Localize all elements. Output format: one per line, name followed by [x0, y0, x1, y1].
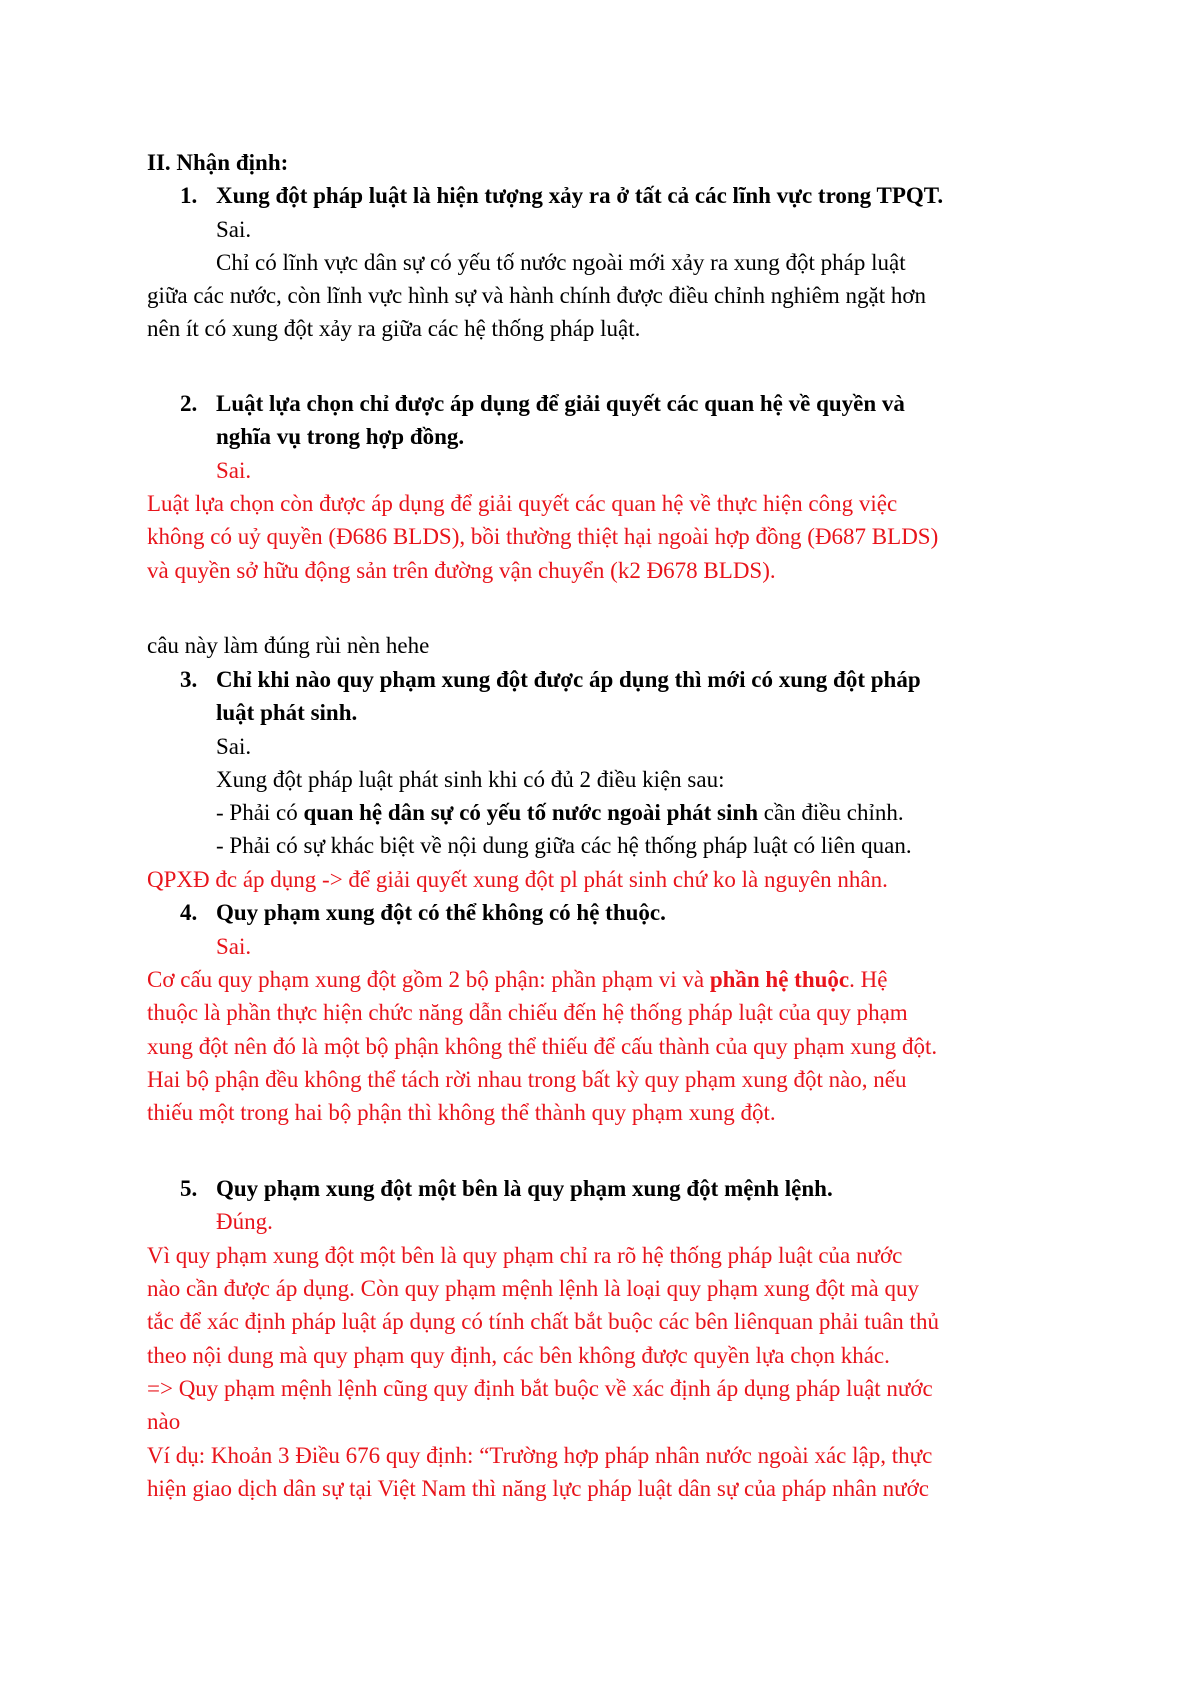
question-number: 4.	[180, 900, 198, 925]
question-number: 3.	[180, 667, 198, 692]
explain-3-intro: Xung đột pháp luật phát sinh khi có đủ 2 điều kiện sau:	[216, 767, 725, 792]
answer-4: Sai.	[216, 934, 252, 959]
answer-5: Đúng.	[216, 1209, 273, 1234]
answer-3: Sai.	[216, 734, 252, 759]
explain-1-line: giữa các nước, còn lĩnh vực hình sự và hành chính được điều chỉnh nghiêm ngặt hơn	[147, 283, 927, 308]
question-text: Luật lựa chọn chỉ được áp dụng để giải quyết các quan hệ về quyền và	[216, 391, 905, 416]
note-line: câu này làm đúng rùi nèn hehe	[147, 633, 430, 658]
explain-3-red-note: QPXĐ đc áp dụng -> để giải quyết xung đột pl phát sinh chứ ko là nguyên nhân.	[147, 867, 888, 892]
question-text: Quy phạm xung đột một bên là quy phạm xung đột mệnh lệnh.	[216, 1176, 833, 1201]
question-1	[180, 180, 943, 212]
section-heading: II. Nhận định:	[147, 150, 289, 175]
explain-5-line: theo nội dung mà quy phạm quy định, các bên không được quyền lựa chọn khác.	[147, 1343, 890, 1368]
condition-bold: quan hệ dân sự có yếu tố nước ngoài phát sinh	[303, 800, 758, 825]
explain-4-line: thiếu một trong hai bộ phận thì không thể thành quy phạm xung đột.	[147, 1100, 776, 1125]
explain-1-line: Chỉ có lĩnh vực dân sự có yếu tố nước ngoài mới xảy ra xung đột pháp luật	[216, 250, 906, 275]
question-3-cont: luật phát sinh.	[216, 700, 358, 725]
question-text: Chỉ khi nào quy phạm xung đột được áp dụng thì mới có xung đột pháp	[216, 667, 921, 692]
explain-3-condition-2: - Phải có sự khác biệt về nội dung giữa các hệ thống pháp luật có liên quan.	[216, 833, 912, 858]
question-2	[180, 388, 905, 420]
explain-bold: phần hệ thuộc	[709, 967, 850, 992]
question-number: 5.	[180, 1176, 198, 1201]
explain-2-line: và quyền sở hữu động sản trên đường vận chuyển (k2 Đ678 BLDS).	[147, 558, 776, 583]
explain-5-line: tắc để xác định pháp luật áp dụng có tính chất bắt buộc các bên liênquan phải tuân thủ	[147, 1309, 939, 1334]
answer-1: Sai.	[216, 217, 252, 242]
explain-prefix: Cơ cấu quy phạm xung đột gồm 2 bộ phận: phần phạm vi và	[147, 967, 710, 992]
question-text: Xung đột pháp luật là hiện tượng xảy ra ở tất cả các lĩnh vực trong TPQT.	[216, 183, 944, 208]
question-number: 1.	[180, 183, 198, 208]
condition-suffix: cần điều chỉnh.	[757, 800, 904, 825]
answer-2: Sai.	[216, 458, 252, 483]
question-text: Quy phạm xung đột có thể không có hệ thuộc.	[216, 900, 666, 925]
explain-4-line: Hai bộ phận đều không thể tách rời nhau trong bất kỳ quy phạm xung đột nào, nếu	[147, 1067, 907, 1092]
question-4	[180, 897, 666, 929]
explain-3-condition-1	[216, 797, 904, 829]
question-2-cont: nghĩa vụ trong hợp đồng.	[216, 424, 465, 449]
explain-4-line: xung đột nên đó là một bộ phận không thể thiếu để cấu thành của quy phạm xung đột.	[147, 1034, 938, 1059]
condition-prefix: - Phải có	[216, 800, 304, 825]
explain-5-line: nào	[147, 1409, 181, 1434]
explain-5-line: Ví dụ: Khoản 3 Điều 676 quy định: “Trường hợp pháp nhân nước ngoài xác lập, thực	[147, 1443, 933, 1468]
explain-2-line: Luật lựa chọn còn được áp dụng để giải quyết các quan hệ về thực hiện công việc	[147, 491, 898, 516]
explain-suffix: . Hệ	[849, 967, 888, 992]
explain-1-line: nên ít có xung đột xảy ra giữa các hệ thống pháp luật.	[147, 316, 641, 341]
explain-5-line: => Quy phạm mệnh lệnh cũng quy định bắt buộc về xác định áp dụng pháp luật nước	[147, 1376, 933, 1401]
question-5	[180, 1173, 833, 1205]
explain-5-line: Vì quy phạm xung đột một bên là quy phạm chỉ ra rõ hệ thống pháp luật của nước	[147, 1243, 903, 1268]
question-3	[180, 664, 921, 696]
explain-5-line: nào cần được áp dụng. Còn quy phạm mệnh lệnh là loại quy phạm xung đột mà quy	[147, 1276, 919, 1301]
question-number: 2.	[180, 391, 198, 416]
explain-5-line: hiện giao dịch dân sự tại Việt Nam thì năng lực pháp luật dân sự của pháp nhân nước	[147, 1476, 929, 1501]
explain-2-line: không có uỷ quyền (Đ686 BLDS), bồi thường thiệt hại ngoài hợp đồng (Đ687 BLDS)	[147, 524, 939, 549]
explain-4-line	[147, 964, 887, 996]
explain-4-line: thuộc là phần thực hiện chức năng dẫn chiếu đến hệ thống pháp luật của quy phạm	[147, 1000, 908, 1025]
